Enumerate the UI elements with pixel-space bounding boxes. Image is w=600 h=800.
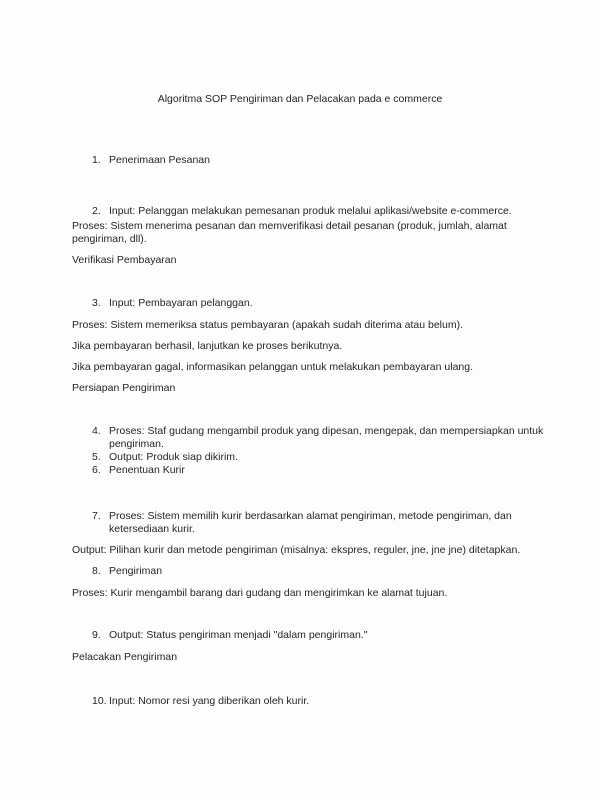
paragraph-proses-1-line-2: pengiriman, dll). xyxy=(72,233,147,245)
paragraph-proses-2: Proses: Sistem memeriksa status pembayaran (apakah sudah diterima atau belum). xyxy=(72,319,464,331)
list-item-4-continuation: pengiriman. xyxy=(109,438,164,450)
list-number: 9. xyxy=(92,629,101,641)
list-number: 5. xyxy=(92,451,101,463)
list-text: Input: Nomor resi yang diberikan oleh kurir. xyxy=(109,695,310,707)
list-text: Input: Pelanggan melakukan pemesanan produk melalui aplikasi/website e-commerce. xyxy=(109,205,512,217)
section-heading-verifikasi: Verifikasi Pembayaran xyxy=(72,254,177,266)
list-number: 4. xyxy=(92,425,101,437)
section-heading-pelacakan: Pelacakan Pengiriman xyxy=(72,651,178,663)
list-text: Pengiriman xyxy=(109,565,163,577)
list-text: Input: Pembayaran pelanggan. xyxy=(109,297,253,309)
list-number: 7. xyxy=(92,510,101,522)
list-number: 10. xyxy=(92,695,107,707)
paragraph-output-kurir: Output: Pilihan kurir dan metode pengiriman (misalnya: ekspres, reguler, jne, jne jne) ditetapkan. xyxy=(72,544,521,556)
paragraph-proses-kurir: Proses: Kurir mengambil barang dari gudang dan mengirimkan ke alamat tujuan. xyxy=(72,587,448,599)
list-text: Output: Produk siap dikirim. xyxy=(109,451,238,463)
paragraph-jika-gagal: Jika pembayaran gagal, informasikan pelanggan untuk melakukan pembayaran ulang. xyxy=(72,361,474,373)
document-title: Algoritma SOP Pengiriman dan Pelacakan pada e commerce xyxy=(157,93,443,105)
section-heading-persiapan: Persiapan Pengiriman xyxy=(72,382,176,394)
list-text: Output: Status pengiriman menjadi "dalam pengiriman." xyxy=(109,629,368,641)
list-text: Penerimaan Pesanan xyxy=(109,154,210,166)
paragraph-jika-berhasil: Jika pembayaran berhasil, lanjutkan ke proses berikutnya. xyxy=(72,340,343,352)
list-number: 6. xyxy=(92,464,101,476)
list-item-7-continuation: ketersediaan kurir. xyxy=(109,523,195,535)
list-number: 2. xyxy=(92,205,101,217)
list-number: 1. xyxy=(92,154,101,166)
list-text: Proses: Staf gudang mengambil produk yang dipesan, mengepak, dan mempersiapkan untuk xyxy=(109,425,544,437)
paragraph-proses-1-line-1: Proses: Sistem menerima pesanan dan memverifikasi detail pesanan (produk, jumlah, alamat xyxy=(72,220,507,232)
list-number: 8. xyxy=(92,565,101,577)
list-text: Penentuan Kurir xyxy=(109,464,185,476)
list-number: 3. xyxy=(92,297,101,309)
list-text: Proses: Sistem memilih kurir berdasarkan alamat pengiriman, metode pengiriman, dan xyxy=(109,510,512,522)
